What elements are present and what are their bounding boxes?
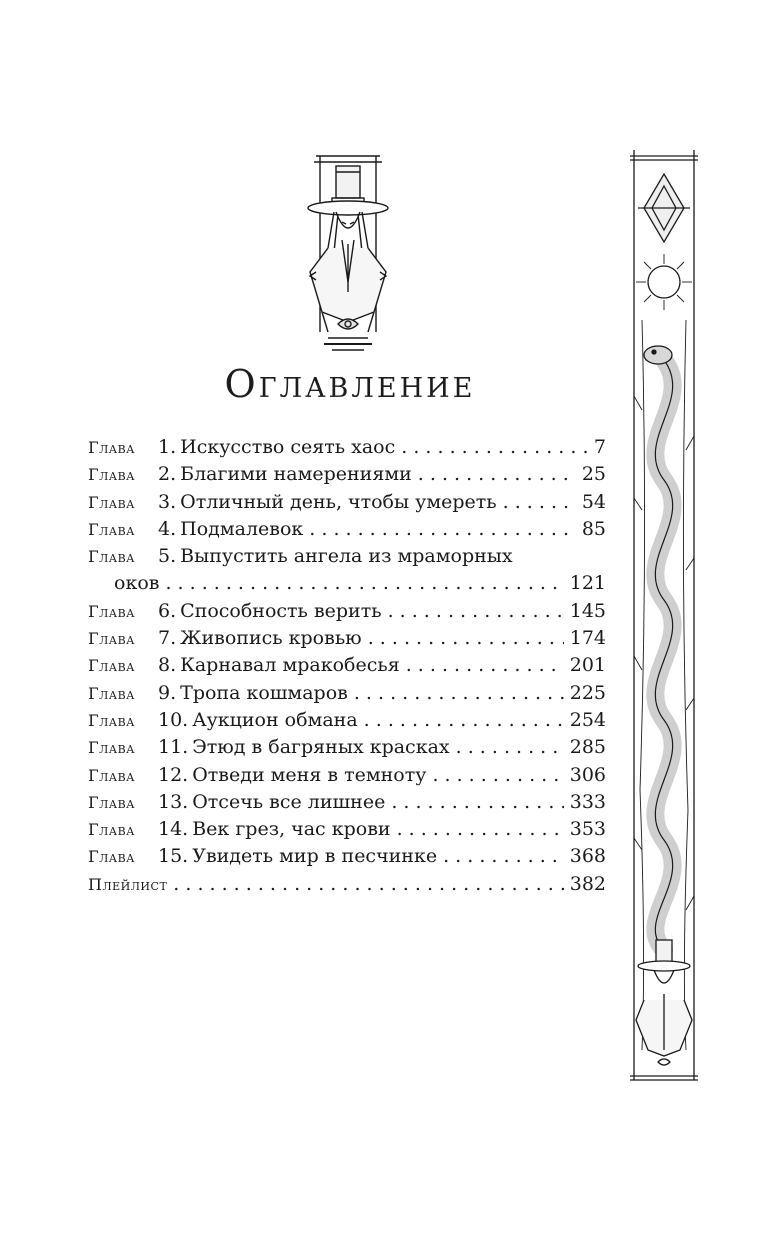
chapter-number: 6. bbox=[158, 599, 177, 622]
dot-leader bbox=[364, 707, 564, 734]
toc-entry[interactable] bbox=[88, 434, 606, 461]
hatted-figure-emblem-icon bbox=[298, 152, 398, 357]
page-number: 201 bbox=[569, 654, 606, 677]
dot-leader bbox=[165, 570, 563, 597]
chapter-word: Глава bbox=[88, 492, 136, 512]
toc-entry[interactable] bbox=[88, 543, 606, 570]
chapter-title: Способность верить bbox=[180, 599, 382, 622]
chapter-number: 14. bbox=[158, 818, 189, 841]
toc-entry[interactable] bbox=[88, 625, 606, 652]
chapter-title: Искусство сеять хаос bbox=[180, 436, 396, 458]
chapter-title: Благими намерениями bbox=[180, 463, 412, 486]
chapter-number: 10. bbox=[158, 708, 189, 731]
chapter-title: Век грез, час крови bbox=[192, 818, 391, 841]
dot-leader bbox=[397, 816, 564, 843]
toc-entry[interactable] bbox=[88, 652, 606, 679]
toc-entry[interactable] bbox=[88, 762, 606, 789]
dot-leader bbox=[401, 434, 588, 461]
chapter-title: Отсечь все лишнее bbox=[192, 790, 386, 813]
chapter-number: 13. bbox=[158, 790, 189, 813]
toc-entry[interactable] bbox=[88, 734, 606, 761]
toc-entry[interactable] bbox=[88, 489, 606, 516]
chapter-number: 12. bbox=[158, 763, 189, 786]
toc-entry-continuation[interactable] bbox=[88, 570, 606, 597]
dot-leader bbox=[388, 598, 564, 625]
page-number: 54 bbox=[581, 490, 606, 513]
playlist-label: Плейлист bbox=[88, 874, 168, 894]
toc-entry[interactable] bbox=[88, 843, 606, 870]
toc-entry[interactable] bbox=[88, 461, 606, 488]
chapter-number: 7. bbox=[158, 627, 177, 650]
chapter-word: Глава bbox=[88, 601, 136, 621]
chapter-title: Отведи меня в темноту bbox=[192, 763, 427, 786]
chapter-number: 4. bbox=[158, 517, 177, 540]
chapter-word: Глава bbox=[88, 847, 136, 867]
toc-entry[interactable] bbox=[88, 816, 606, 843]
chapter-word: Глава bbox=[88, 765, 136, 785]
page-number: 174 bbox=[569, 627, 606, 650]
chapter-title: Тропа кошмаров bbox=[180, 681, 348, 704]
dot-leader bbox=[418, 461, 576, 488]
dot-leader bbox=[432, 762, 563, 789]
chapter-number: 3. bbox=[158, 490, 177, 513]
chapter-title: Подмалевок bbox=[180, 517, 304, 540]
chapter-number: 8. bbox=[158, 654, 177, 677]
chapter-number: 15. bbox=[158, 845, 189, 868]
toc-entry-playlist[interactable] bbox=[88, 871, 606, 898]
toc-entry[interactable] bbox=[88, 707, 606, 734]
dot-leader bbox=[368, 625, 564, 652]
toc-entry[interactable] bbox=[88, 680, 606, 707]
dot-leader bbox=[443, 843, 564, 870]
serpent-vine-border-icon bbox=[628, 150, 700, 1090]
chapter-word: Глава bbox=[88, 683, 136, 703]
chapter-title: Выпустить ангела из мраморных bbox=[180, 545, 513, 568]
page-number: 225 bbox=[569, 681, 606, 704]
dot-leader bbox=[354, 680, 564, 707]
page-number: 368 bbox=[569, 845, 606, 868]
page-number: 121 bbox=[569, 572, 606, 595]
toc-entry[interactable] bbox=[88, 789, 606, 816]
toc-entry[interactable] bbox=[88, 516, 606, 543]
page-number: 306 bbox=[569, 763, 606, 786]
chapter-number: 11. bbox=[158, 736, 189, 759]
chapter-word: Глава bbox=[88, 792, 136, 812]
chapter-word: Глава bbox=[88, 710, 136, 730]
dot-leader bbox=[406, 652, 564, 679]
toc-heading: Оглавление bbox=[224, 362, 476, 406]
page-number: 25 bbox=[581, 463, 606, 486]
page-number: 353 bbox=[569, 818, 606, 841]
chapter-number: 9. bbox=[158, 681, 177, 704]
toc-entry[interactable] bbox=[88, 598, 606, 625]
chapter-word: Глава bbox=[88, 519, 136, 539]
chapter-title: Живопись кровью bbox=[180, 627, 362, 650]
chapter-word: Глава bbox=[88, 438, 136, 457]
chapter-word: Глава bbox=[88, 547, 136, 567]
chapter-number: 5. bbox=[158, 545, 177, 568]
page-number: 285 bbox=[569, 736, 606, 759]
dot-leader bbox=[173, 871, 563, 898]
page-number: 85 bbox=[581, 517, 606, 540]
dot-leader bbox=[456, 734, 564, 761]
chapter-word: Глава bbox=[88, 656, 136, 676]
chapter-word: Глава bbox=[88, 629, 136, 649]
dot-leader bbox=[391, 789, 563, 816]
chapter-title: Отличный день, чтобы умереть bbox=[180, 490, 497, 513]
chapter-word: Глава bbox=[88, 738, 136, 758]
chapter-title: Увидеть мир в песчинке bbox=[192, 845, 438, 868]
page-number: 382 bbox=[569, 872, 606, 895]
chapter-title-continuation: оков bbox=[114, 572, 160, 595]
table-of-contents bbox=[88, 434, 606, 898]
page-number: 7 bbox=[593, 436, 606, 458]
chapter-title: Этюд в багряных красках bbox=[192, 736, 450, 759]
chapter-title: Карнавал мракобесья bbox=[180, 654, 400, 677]
page-number: 254 bbox=[569, 708, 606, 731]
chapter-word: Глава bbox=[88, 820, 136, 840]
dot-leader bbox=[503, 489, 576, 516]
chapter-title: Аукцион обмана bbox=[192, 708, 358, 731]
dot-leader bbox=[309, 516, 576, 543]
chapter-number: 2. bbox=[158, 463, 177, 486]
chapter-number: 1. bbox=[158, 436, 177, 458]
page-number: 145 bbox=[569, 599, 606, 622]
page-number: 333 bbox=[569, 790, 606, 813]
chapter-word: Глава bbox=[88, 465, 136, 485]
